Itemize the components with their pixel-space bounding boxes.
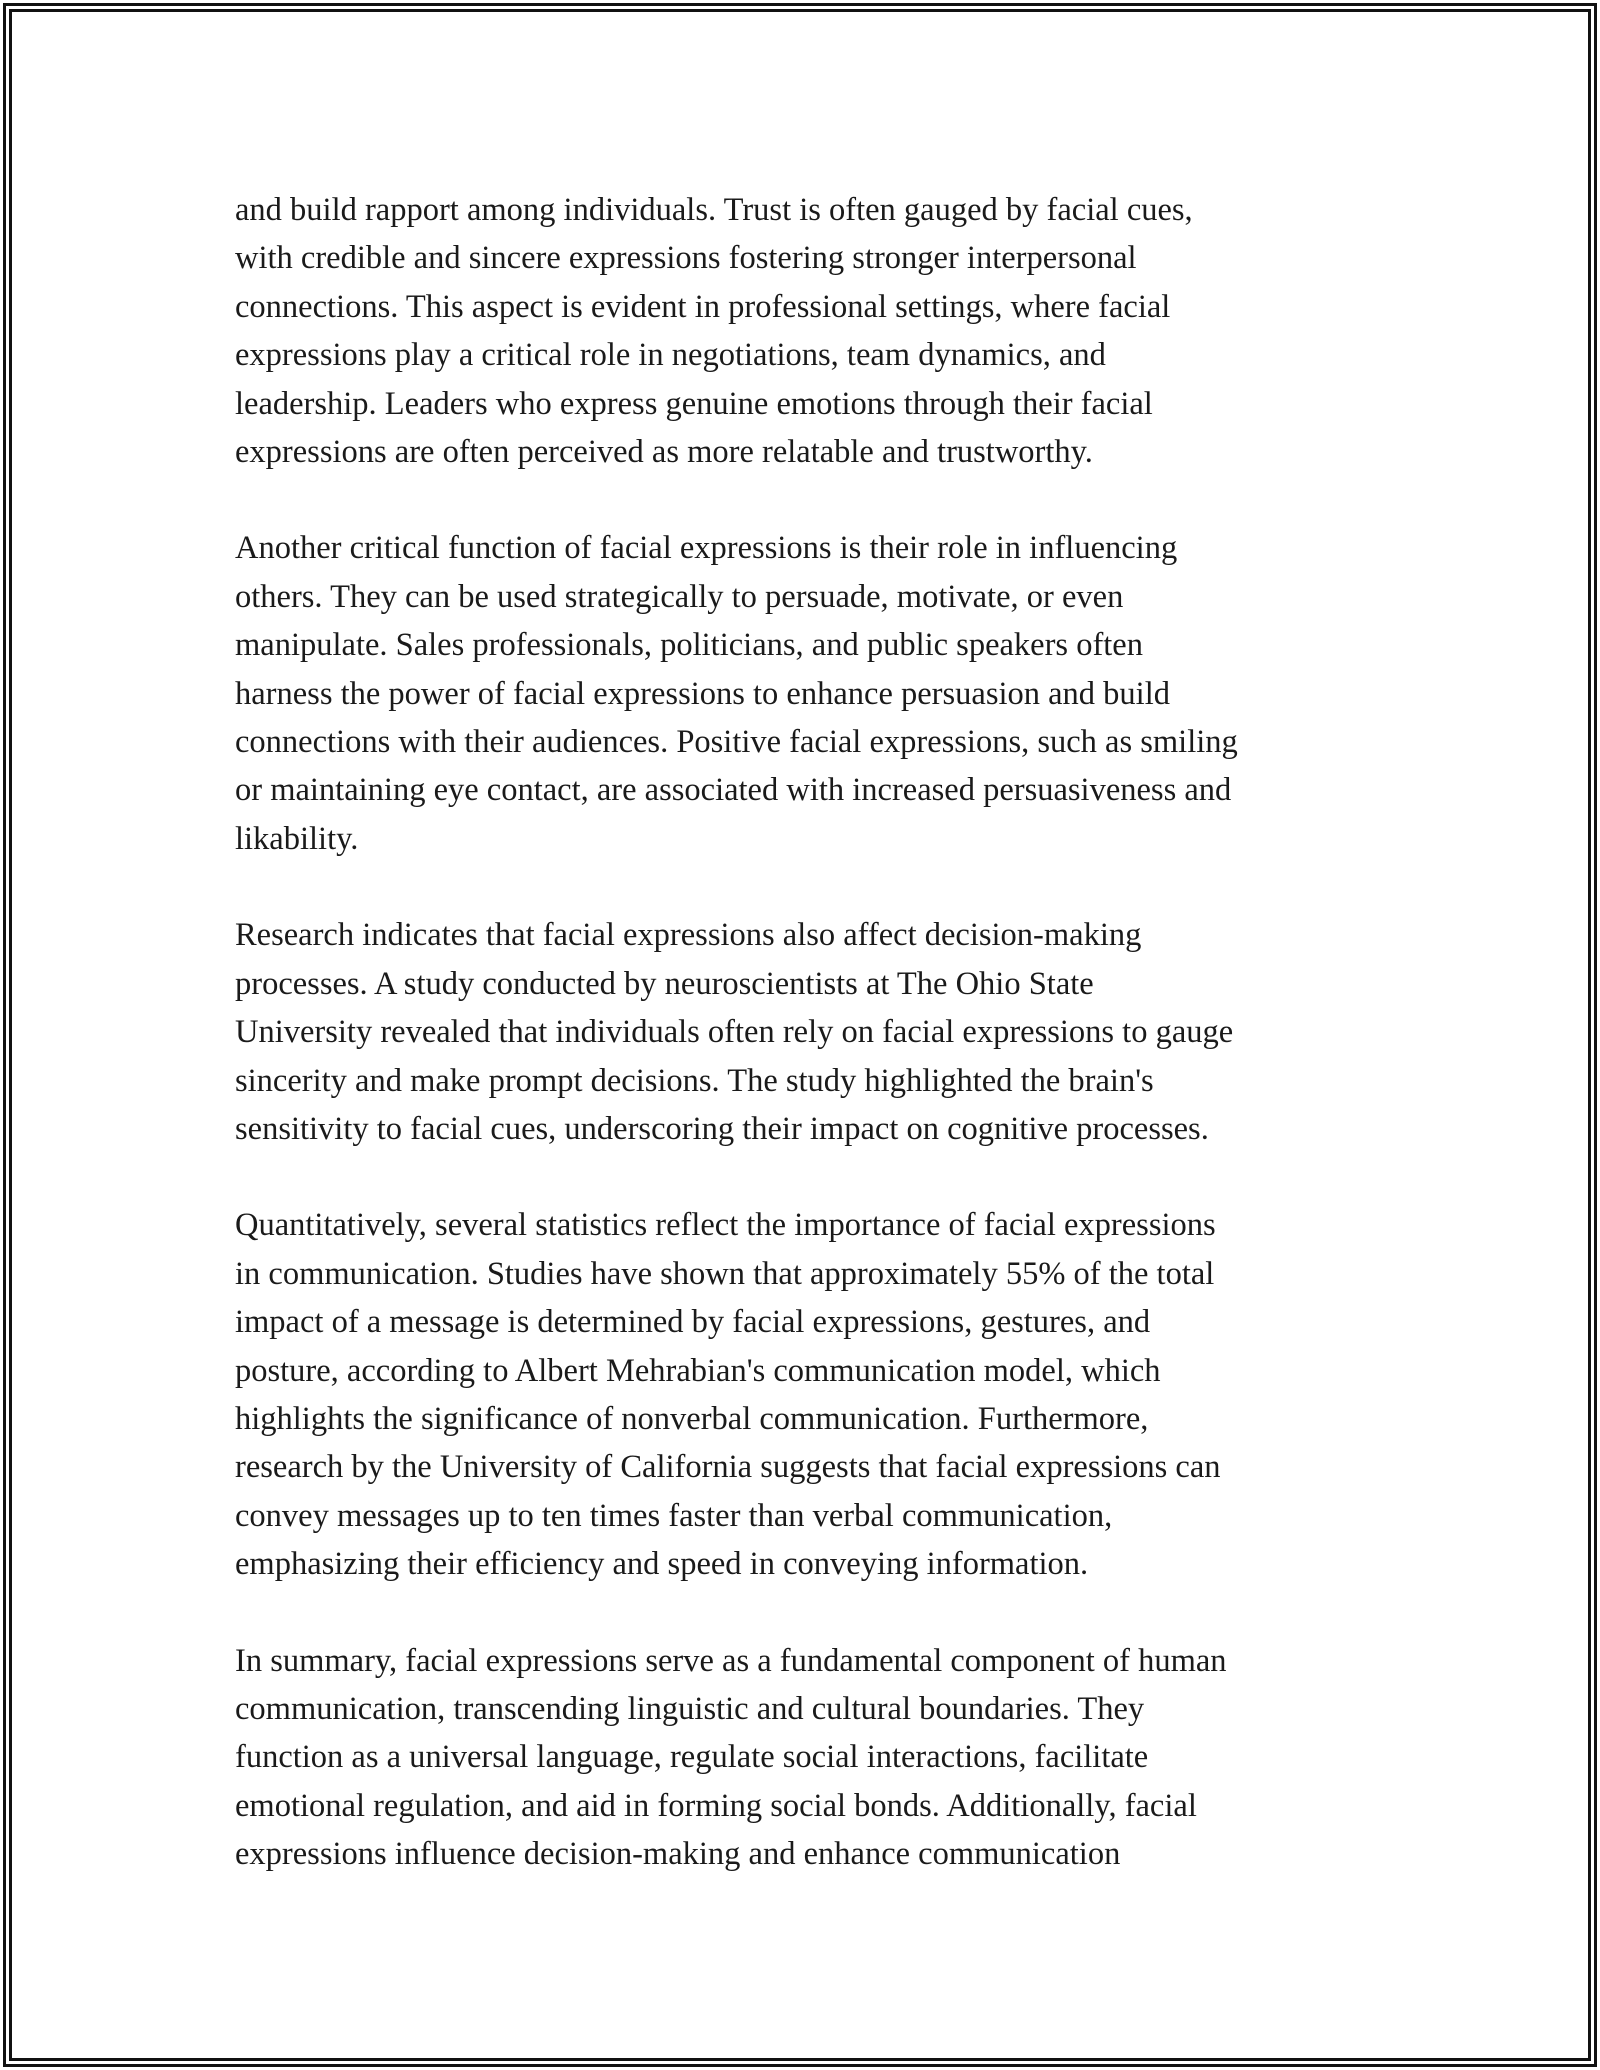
paragraph-decision-making: Research indicates that facial expressions also affect decision-making processes. A study conducted by neuroscientists at The Ohio State University revealed that individuals often rely on facial expressions to gauge sincerity and make prompt decisions. The study highlighted the brain's sensitivity to facial cues, underscoring their impact on cognitive processes. <box>235 917 1234 1147</box>
paragraph-statistics: Quantitatively, several statistics reflect the importance of facial expressions in communication. Studies have shown that approximately 55% of the total impact of a message is determined by facial expressions, gestures, and posture, according to Albert Mehrabian's communication model, which highlights the significance of nonverbal communication. Furthermore, research by the University of California suggests that facial expressions can convey messages up to ten times faster than verbal communication, emphasizing their efficiency and speed in conveying information. <box>235 1207 1221 1583</box>
paragraph-influence: Another critical function of facial expressions is their role in influencing others. They can be used strategically to persuade, motivate, or even manipulate. Sales professionals, politicians, and public speakers often harness the power of facial expressions to enhance persuasion and build connections with their audiences. Positive facial expressions, such as smiling or maintaining eye contact, are associated with increased persuasiveness and likability. <box>235 530 1238 857</box>
document-body <box>235 186 1380 1927</box>
paragraph-summary: In summary, facial expressions serve as a fundamental component of human communication, transcending linguistic and cultural boundaries. They function as a universal language, regulate social interactions, facilitate emotional regulation, and aid in forming social bonds. Additionally, facial expressions influence decision-making and enhance communication <box>235 1642 1227 1873</box>
paragraph-rapport: and build rapport among individuals. Trust is often gauged by facial cues, with credible and sincere expressions fostering stronger interpersonal connections. This aspect is evident in professional settings, where facial expressions play a critical role in negotiations, team dynamics, and leadership. Leaders who express genuine emotions through their facial expressions are often perceived as more relatable and trustworthy. <box>235 192 1193 471</box>
